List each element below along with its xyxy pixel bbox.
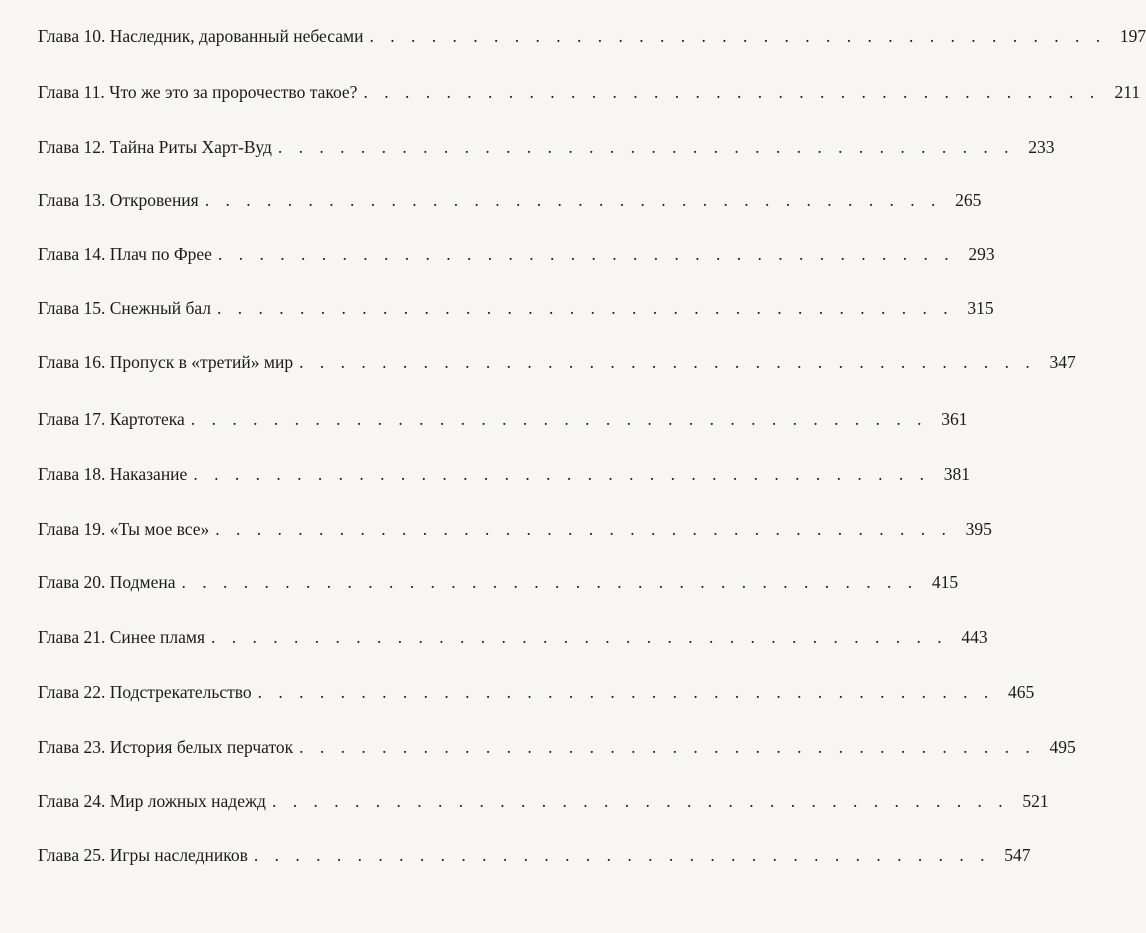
chapter-title: Глава 13. Откровения	[38, 190, 199, 210]
dot-leader: . . . . . . . . . . . . . . . . . . . . . . . . . . . . . . . . . . . .	[271, 791, 1009, 811]
toc-entry	[38, 515, 992, 543]
dot-leader: . . . . . . . . . . . . . . . . . . . . . . . . . . . . . . . . . . . .	[215, 519, 952, 539]
dot-leader: . . . . . . . . . . . . . . . . . . . . . . . . . . . . . . . . . . . .	[299, 737, 1036, 757]
chapter-title: Глава 21. Синее пламя	[38, 627, 206, 647]
chapter-title: Глава 17. Картотека	[38, 409, 185, 429]
toc-entry	[38, 294, 994, 322]
toc-entry	[38, 405, 968, 433]
page-number: 293	[968, 244, 995, 264]
toc-entry	[38, 678, 1035, 706]
toc-entry	[38, 787, 1049, 815]
toc-entry	[38, 78, 1141, 106]
chapter-title: Глава 20. Подмена	[38, 572, 176, 592]
chapter-title: Глава 11. Что же это за пророчество такое?	[38, 82, 358, 102]
page-number: 361	[941, 409, 968, 429]
toc-entry	[38, 623, 988, 651]
toc-entry	[38, 348, 1076, 376]
page-number: 197	[1119, 26, 1146, 46]
page-number: 315	[967, 298, 994, 318]
dot-leader: . . . . . . . . . . . . . . . . . . . . . . . . . . . . . . . . . . . .	[190, 409, 928, 429]
chapter-title: Глава 14. Плач по Фрее	[38, 244, 212, 264]
page-number: 521	[1022, 791, 1049, 811]
dot-leader: . . . . . . . . . . . . . . . . . . . . . . . . . . . . . . . . . . . .	[217, 298, 954, 318]
dot-leader: . . . . . . . . . . . . . . . . . . . . . . . . . . . . . . . . . . . .	[253, 845, 991, 865]
toc-entry	[38, 186, 982, 214]
dot-leader: . . . . . . . . . . . . . . . . . . . . . . . . . . . . . . . . . . . .	[363, 82, 1101, 102]
page-number: 381	[943, 464, 970, 484]
toc-entry	[38, 460, 970, 488]
dot-leader: . . . . . . . . . . . . . . . . . . . . . . . . . . . . . . . . . . . .	[277, 137, 1015, 157]
chapter-title: Глава 22. Подстрекательство	[38, 682, 252, 702]
page-number: 347	[1049, 352, 1076, 372]
chapter-title: Глава 25. Игры наследников	[38, 845, 248, 865]
toc-entry	[38, 733, 1076, 761]
chapter-title: Глава 15. Снежный бал	[38, 298, 212, 318]
chapter-title: Глава 12. Тайна Риты Харт-Вуд	[38, 137, 272, 157]
page-number: 265	[955, 190, 982, 210]
chapter-title: Глава 16. Пропуск в «третий» мир	[38, 352, 294, 372]
page-number: 211	[1114, 82, 1141, 102]
page-number: 443	[961, 627, 988, 647]
page-number: 415	[931, 572, 959, 592]
toc-entry	[38, 568, 959, 596]
page-number: 495	[1049, 737, 1076, 757]
dot-leader: . . . . . . . . . . . . . . . . . . . . . . . . . . . . . . . . . . . .	[193, 464, 930, 484]
dot-leader: . . . . . . . . . . . . . . . . . . . . . . . . . . . . . . . . . . . .	[204, 190, 942, 210]
page-number: 395	[965, 519, 992, 539]
chapter-title: Глава 24. Мир ложных надежд	[38, 791, 266, 811]
page-number: 465	[1008, 682, 1035, 702]
chapter-title: Глава 23. История белых перчаток	[38, 737, 294, 757]
toc-entry	[38, 22, 1146, 50]
dot-leader: . . . . . . . . . . . . . . . . . . . . . . . . . . . . . . . . . . . .	[181, 572, 919, 592]
dot-leader: . . . . . . . . . . . . . . . . . . . . . . . . . . . . . . . . . . . .	[217, 244, 955, 264]
toc-entry	[38, 133, 1055, 161]
chapter-title: Глава 10. Наследник, дарованный небесами	[38, 26, 364, 46]
toc-entry	[38, 240, 995, 268]
dot-leader: . . . . . . . . . . . . . . . . . . . . . . . . . . . . . . . . . . . .	[369, 26, 1107, 46]
dot-leader: . . . . . . . . . . . . . . . . . . . . . . . . . . . . . . . . . . . .	[211, 627, 948, 647]
page-number: 233	[1028, 137, 1055, 157]
chapter-title: Глава 18. Наказание	[38, 464, 188, 484]
page-number: 547	[1004, 845, 1031, 865]
dot-leader: . . . . . . . . . . . . . . . . . . . . . . . . . . . . . . . . . . . .	[299, 352, 1036, 372]
chapter-title: Глава 19. «Ты мое все»	[38, 519, 210, 539]
dot-leader: . . . . . . . . . . . . . . . . . . . . . . . . . . . . . . . . . . . .	[257, 682, 995, 702]
toc-entry	[38, 841, 1031, 869]
